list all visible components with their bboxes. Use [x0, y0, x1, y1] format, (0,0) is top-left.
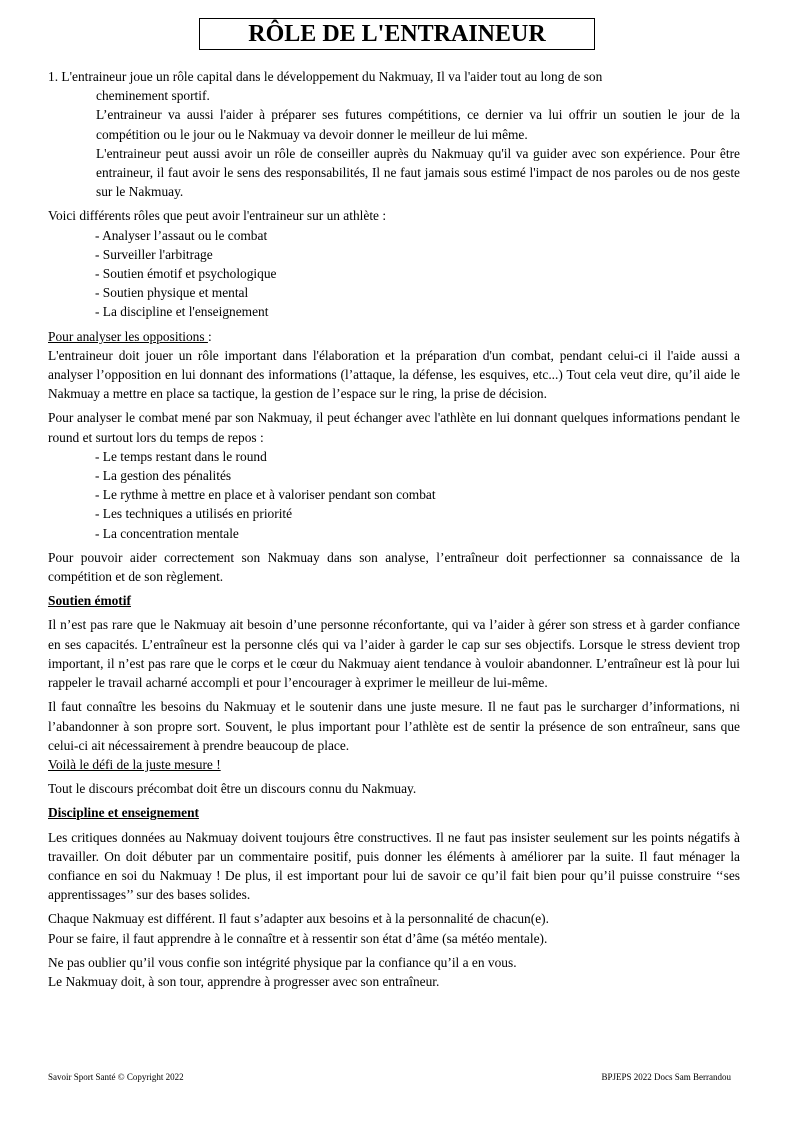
emotif-heading: Soutien émotif [48, 593, 131, 609]
document-body [48, 67, 740, 991]
oppositions-heading-colon: : [207, 328, 212, 344]
footer-copyright: Savoir Sport Santé © Copyright 2022 [48, 1072, 184, 1082]
list-item: - Soutien émotif et psychologique [95, 266, 277, 282]
emotif-paragraph-3: Tout le discours précombat doit être un discours connu du Nakmuay. [48, 781, 417, 797]
intro-item-1 [48, 67, 740, 86]
footer-credits: BPJEPS 2022 Docs Sam Berrandou [601, 1072, 731, 1082]
discipline-paragraph-2b: Pour se faire, il faut apprendre à le connaître et à ressentir son état d’âme (sa météo mentale). [48, 930, 548, 946]
list-item: - La concentration mentale [95, 525, 239, 541]
list-item: - Le rythme à mettre en place et à valoriser pendant son combat [95, 487, 436, 503]
intro-line-1: L'entraineur joue un rôle capital dans le développement du Nakmuay, Il va l'aider tout au long de son [61, 69, 603, 84]
oppositions-paragraph-2: Pour analyser le combat mené par son Nakmuay, il peut échanger avec l'athlète en lui donnant quelques informations pendant le round et surtout lors du temps de repos : [48, 410, 740, 445]
roles-list [48, 226, 740, 322]
intro-paragraph-3: L'entraineur peut aussi avoir un rôle de conseiller auprès du Nakmuay qu'il va guider avec son expérience. Pour être entraineur, il faut avoir le sens des responsabilités, Il ne faut jamais sous estimé l'impact de nos paroles ou de nos geste sur le Nakmuay. [96, 145, 740, 200]
discipline-paragraph-3b: Le Nakmuay doit, à son tour, apprendre à progresser avec son entraîneur. [48, 973, 440, 989]
oppositions-paragraph-3: Pour pouvoir aider correctement son Nakmuay dans son analyse, l’entraîneur doit perfectionner sa connaissance de la compétition et de son règlement. [48, 549, 740, 585]
oppositions-paragraph-1: L'entraineur doit jouer un rôle important dans l'élaboration et la préparation d'un combat, pendant celui-ci il l'aide aussi a analyser l’opposition en lui donnant des informations (l’attaque, la défense, les esquives, etc...) Tout cela veut dire, qu’il aide le Nakmuay a mettre en place sa tactique, la gestion de l’espace sur le ring, la prise de décision. [48, 347, 740, 402]
intro-paragraph-2: L’entraineur va aussi l'aider à préparer ses futures compétitions, ce dernier va lui offrir un soutien le jour de la compétition ou le jour ou le Nakmuay va devoir donner le meilleur de lui même. [96, 107, 740, 142]
intro-line-1b: cheminement sportif. [96, 88, 210, 104]
page-title: RÔLE DE L'ENTRAINEUR [199, 18, 595, 50]
list-item: - Le temps restant dans le round [95, 448, 267, 464]
list-item: - La gestion des pénalités [95, 468, 232, 484]
oppositions-list [48, 447, 740, 543]
discipline-heading: Discipline et enseignement [48, 805, 199, 821]
discipline-paragraph-2a: Chaque Nakmuay est différent. Il faut s’adapter aux besoins et à la personnalité de chacun(e). [48, 911, 549, 927]
list-item: - Surveiller l'arbitrage [95, 246, 213, 262]
oppositions-heading-text: Pour analyser les oppositions [48, 328, 208, 344]
list-item: - La discipline et l'enseignement [95, 304, 269, 320]
item-number: 1. [48, 69, 59, 84]
roles-intro: Voici différents rôles que peut avoir l'entraineur sur un athlète : [48, 208, 387, 224]
emotif-paragraph-1: Il n’est pas rare que le Nakmuay ait besoin d’une personne réconfortante, qui va l’aider à gérer son stress et à garder confiance en ses capacités. L’entraîneur est la personne clés qui va l’aider à garder le cap sur ses objectifs. Lorsque le stress devient trop important, il n’est pas rare que le corps et le cœur du Nakmuay aient tendance à vouloir abandonner. L’entraîneur est là pour lui rappeler le travail acharné accompli et pour l’encourager à exprimer le meilleur de lui-même. [48, 617, 740, 691]
emotif-paragraph-2: Il faut connaître les besoins du Nakmuay et le soutenir dans une juste mesure. Il ne faut pas le surcharger d’informations, ni l’abandonner à son propre sort. Souvent, le plus important pour l’athlète est de sentir la présence de son entraîneur, sans que celui-ci ait nécessairement à prendre beaucoup de place. [48, 699, 740, 753]
discipline-paragraph-1: Les critiques données au Nakmuay doivent toujours être constructives. Il ne faut pas insister seulement sur les points négatifs à travailler. On doit débuter par un commentaire positif, puis donner les éléments à améliorer par la suite. Il faut ménager la confiance en soi du Nakmuay ! De plus, il est important pour lui de savoir ce qu’il fait bien pour qu’il puisse construire ‘‘ses apprentissages’’ sur des bases solides. [48, 829, 740, 903]
list-item: - Les techniques a utilisés en priorité [95, 506, 293, 522]
intro-indented-block [48, 86, 740, 201]
oppositions-heading [48, 327, 740, 346]
list-item: - Analyser l’assaut ou le combat [95, 227, 268, 243]
discipline-paragraph-3a: Ne pas oublier qu’il vous confie son intégrité physique par la confiance qu’il a en vous. [48, 954, 517, 970]
list-item: - Soutien physique et mental [95, 285, 249, 301]
emotif-underlined-line: Voilà le défi de la juste mesure ! [48, 756, 221, 772]
